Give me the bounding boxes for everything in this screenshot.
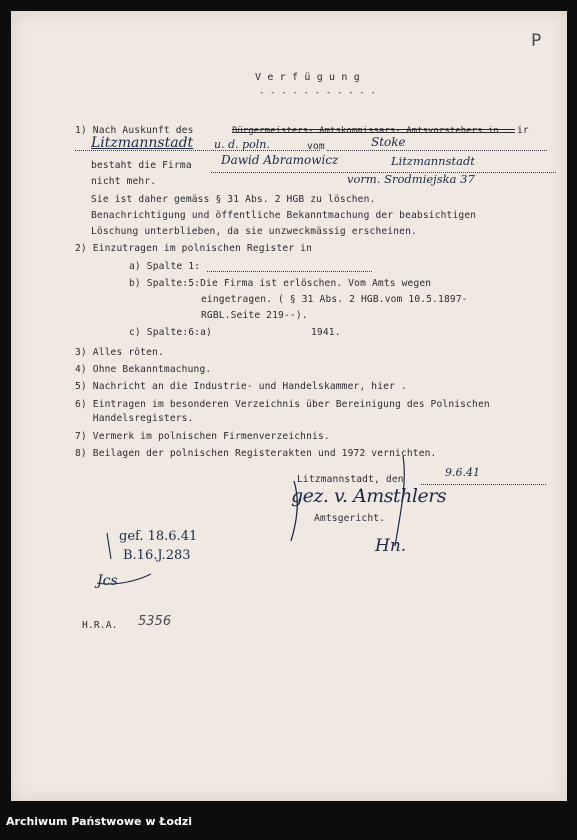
signature-initials: Hn. bbox=[375, 536, 407, 556]
list-item: 6) Eintragen im besonderen Verzeichnis über Bereinigung des Polnischen bbox=[75, 399, 490, 410]
register-number: 5356 bbox=[138, 614, 172, 629]
item2-b-line3: RGBL.Seite 219--). bbox=[201, 310, 308, 321]
court-label: Amtsgericht. bbox=[314, 513, 386, 524]
place-date-label: Litzmannstadt, den bbox=[297, 474, 404, 485]
item1-line1-suffix: ir bbox=[517, 125, 529, 136]
document-page bbox=[11, 11, 567, 801]
handwritten-street: vorm. Srodmiejska 37 bbox=[347, 172, 475, 186]
item1-line6: Benachrichtigung und öffentliche Bekanntmachung der beabsichtigen bbox=[91, 210, 477, 221]
handwritten-date: 9.6.41 bbox=[445, 466, 480, 479]
note-initials: Jcs bbox=[97, 573, 118, 589]
item1-line1-prefix: 1) Nach Auskunft des bbox=[75, 125, 194, 136]
list-item: 7) Vermerk im polnischen Firmenverzeichnis. bbox=[75, 431, 330, 442]
item1-line1-struck: Bürgermeisters- Amtskommissars- Amtsvorstehers in bbox=[232, 126, 499, 136]
item2-line1: 2) Einzutragen im polnischen Register in bbox=[75, 243, 313, 254]
archive-footer: Archiwum Państwowe w Łodzi bbox=[6, 815, 193, 828]
handwritten-place: Litzmannstadt bbox=[91, 135, 194, 151]
note-gef: gef. 18.6.41 bbox=[119, 529, 198, 544]
item2-c-year: 1941. bbox=[311, 327, 341, 338]
title-underline: - - - - - - - - - - - bbox=[259, 88, 376, 98]
list-item: 5) Nachricht an die Industrie- und Handelskammer, hier . bbox=[75, 381, 407, 392]
corner-mark: P bbox=[531, 31, 542, 51]
item2-a: a) Spalte 1: bbox=[129, 261, 201, 272]
register-label: H.R.A. bbox=[82, 620, 118, 631]
handwritten-firma-location: Litzmannstadt bbox=[391, 154, 475, 168]
item1-line7: Löschung unterblieben, da sie unzweckmässig erscheinen. bbox=[91, 226, 417, 237]
pen-strokes bbox=[11, 11, 567, 801]
list-item: 3) Alles röten. bbox=[75, 347, 164, 358]
note-register-ref: B.16.J.283 bbox=[123, 548, 191, 563]
item1-line4: nicht mehr. bbox=[91, 176, 157, 187]
item1-line3-prefix: bestaht die Firma bbox=[91, 160, 192, 171]
handwritten-vom-date: u. d. poln. bbox=[214, 138, 270, 151]
item1-line2-suffix: vom bbox=[307, 141, 325, 152]
list-item: Handelsregisters. bbox=[75, 413, 194, 424]
list-item: 8) Beilagen der polnischen Registerakten und 1972 vernichten. bbox=[75, 448, 437, 459]
item2-b-line1: b) Spalte:5:Die Firma ist erlöschen. Vom Amts wegen bbox=[129, 278, 432, 289]
handwritten-vom-value: Stoke bbox=[371, 135, 406, 149]
document-title: V e r f ü g u n g bbox=[255, 72, 360, 83]
list-item: 4) Ohne Bekanntmachung. bbox=[75, 364, 212, 375]
signature: gez. v. Amsthlers bbox=[291, 485, 447, 507]
handwritten-firma-name: Dawid Abramowicz bbox=[221, 153, 339, 167]
item1-line5: Sie ist daher gemäss § 31 Abs. 2 HGB zu löschen. bbox=[91, 194, 376, 205]
item2-c: c) Spalte:6:a) bbox=[129, 327, 212, 338]
item2-b-line2: eingetragen. ( § 31 Abs. 2 HGB.vom 10.5.1897- bbox=[201, 294, 468, 305]
